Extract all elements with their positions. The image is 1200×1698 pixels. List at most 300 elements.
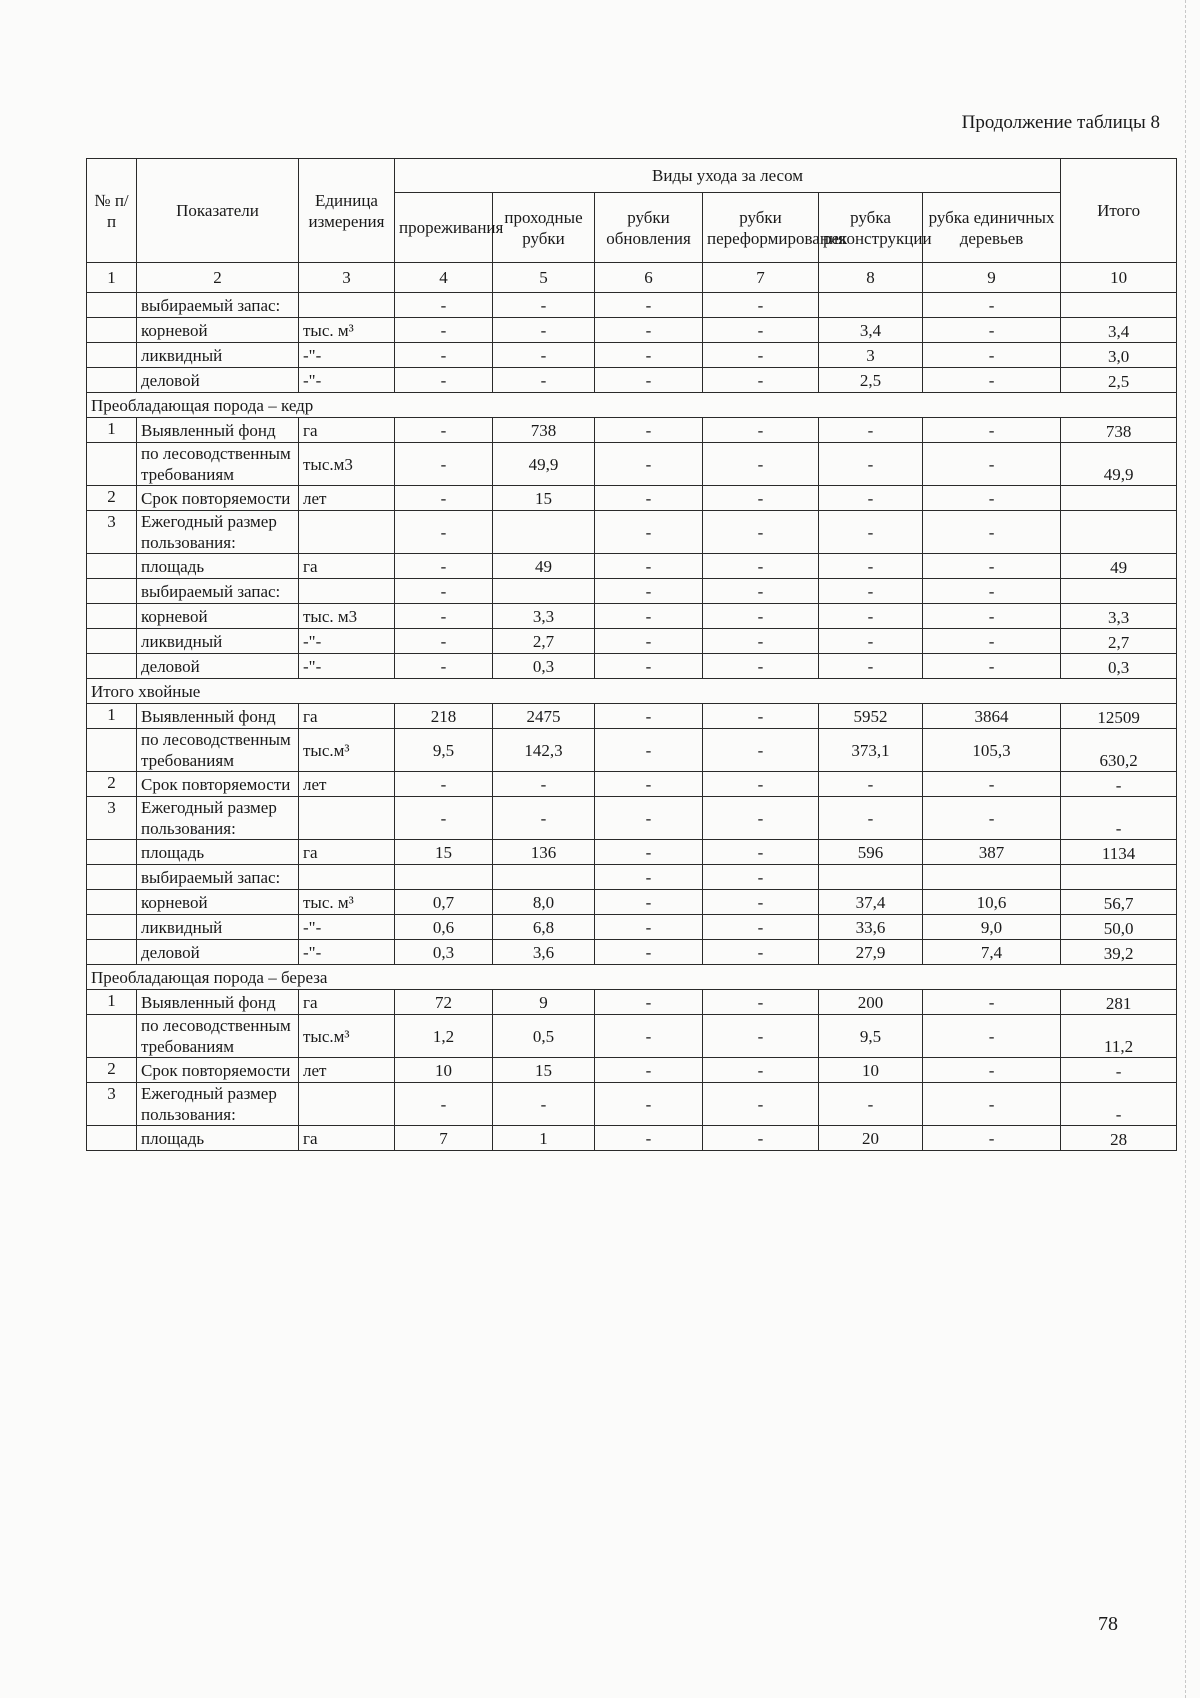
table-row xyxy=(87,704,1177,729)
cell-row-number: 2 xyxy=(87,772,137,797)
cell-unit xyxy=(299,865,395,890)
cell-single-tree-felling: - xyxy=(923,629,1061,654)
cell-reformation-felling: - xyxy=(703,486,819,511)
cell-passage-felling xyxy=(493,511,595,554)
table-header xyxy=(87,159,1177,293)
table-row xyxy=(87,915,1177,940)
cell-row-number xyxy=(87,318,137,343)
table-row xyxy=(87,772,1177,797)
col-number: 3 xyxy=(299,263,395,293)
table-row xyxy=(87,368,1177,393)
cell-passage-felling: 2,7 xyxy=(493,629,595,654)
cell-indicator: Срок повторяемости xyxy=(137,1058,299,1083)
cell-row-number xyxy=(87,579,137,604)
cell-passage-felling: 1 xyxy=(493,1126,595,1151)
cell-unit xyxy=(299,797,395,840)
cell-row-number xyxy=(87,368,137,393)
cell-thinning: - xyxy=(395,797,493,840)
cell-renewal-felling: - xyxy=(595,772,703,797)
cell-single-tree-felling: - xyxy=(923,990,1061,1015)
cell-indicator: деловой xyxy=(137,940,299,965)
cell-unit: тыс. м3 xyxy=(299,604,395,629)
cell-row-number xyxy=(87,729,137,772)
cell-single-tree-felling: - xyxy=(923,443,1061,486)
cell-row-number: 3 xyxy=(87,797,137,840)
table-row xyxy=(87,318,1177,343)
cell-row-number: 1 xyxy=(87,990,137,1015)
cell-passage-felling: - xyxy=(493,318,595,343)
cell-total: 56,7 xyxy=(1061,890,1177,915)
col-number: 10 xyxy=(1061,263,1177,293)
cell-renewal-felling: - xyxy=(595,368,703,393)
cell-indicator: по лесоводственным требованиям xyxy=(137,729,299,772)
cell-reformation-felling: - xyxy=(703,579,819,604)
cell-unit: -"- xyxy=(299,915,395,940)
cell-single-tree-felling: 10,6 xyxy=(923,890,1061,915)
table-row xyxy=(87,1058,1177,1083)
cell-indicator: ликвидный xyxy=(137,343,299,368)
cell-reformation-felling: - xyxy=(703,343,819,368)
cell-row-number xyxy=(87,443,137,486)
cell-unit xyxy=(299,1083,395,1126)
cell-thinning: - xyxy=(395,293,493,318)
cell-row-number xyxy=(87,940,137,965)
cell-reformation-felling: - xyxy=(703,443,819,486)
table-row xyxy=(87,486,1177,511)
table-row xyxy=(87,729,1177,772)
cell-passage-felling: 0,5 xyxy=(493,1015,595,1058)
col-number: 7 xyxy=(703,263,819,293)
cell-reformation-felling: - xyxy=(703,554,819,579)
cell-unit: га xyxy=(299,840,395,865)
cell-single-tree-felling: - xyxy=(923,293,1061,318)
cell-thinning: - xyxy=(395,368,493,393)
cell-unit: га xyxy=(299,554,395,579)
cell-reformation-felling: - xyxy=(703,604,819,629)
cell-passage-felling: - xyxy=(493,1083,595,1126)
cell-passage-felling: 6,8 xyxy=(493,915,595,940)
cell-passage-felling: - xyxy=(493,293,595,318)
cell-renewal-felling: - xyxy=(595,865,703,890)
table-row xyxy=(87,604,1177,629)
cell-row-number: 3 xyxy=(87,1083,137,1126)
cell-renewal-felling: - xyxy=(595,629,703,654)
cell-indicator: Выявленный фонд xyxy=(137,704,299,729)
cell-renewal-felling: - xyxy=(595,418,703,443)
cell-thinning: 218 xyxy=(395,704,493,729)
cell-reconstruction-felling xyxy=(819,293,923,318)
cell-single-tree-felling: - xyxy=(923,368,1061,393)
cell-unit: тыс.м3 xyxy=(299,443,395,486)
cell-thinning: - xyxy=(395,1083,493,1126)
col-number: 4 xyxy=(395,263,493,293)
cell-single-tree-felling: 3864 xyxy=(923,704,1061,729)
cell-row-number xyxy=(87,1015,137,1058)
cell-indicator: по лесоводственным требованиям xyxy=(137,443,299,486)
cell-single-tree-felling: - xyxy=(923,797,1061,840)
table-row xyxy=(87,654,1177,679)
cell-single-tree-felling: - xyxy=(923,554,1061,579)
cell-renewal-felling: - xyxy=(595,915,703,940)
col-header-indicator: Показатели xyxy=(137,159,299,263)
cell-unit: лет xyxy=(299,772,395,797)
col-number: 5 xyxy=(493,263,595,293)
cell-total: 738 xyxy=(1061,418,1177,443)
cell-thinning xyxy=(395,865,493,890)
table-row xyxy=(87,443,1177,486)
cell-indicator: корневой xyxy=(137,318,299,343)
cell-renewal-felling: - xyxy=(595,654,703,679)
cell-reformation-felling: - xyxy=(703,772,819,797)
cell-reconstruction-felling: - xyxy=(819,604,923,629)
table-row xyxy=(87,865,1177,890)
cell-indicator: деловой xyxy=(137,654,299,679)
cell-reconstruction-felling: 9,5 xyxy=(819,1015,923,1058)
cell-reformation-felling: - xyxy=(703,318,819,343)
cell-reformation-felling: - xyxy=(703,418,819,443)
cell-total xyxy=(1061,865,1177,890)
cell-thinning: - xyxy=(395,772,493,797)
col-header-reconstruction-felling: рубка реконструкции xyxy=(819,193,923,263)
cell-unit: га xyxy=(299,704,395,729)
cell-reconstruction-felling: - xyxy=(819,797,923,840)
cell-thinning: 1,2 xyxy=(395,1015,493,1058)
cell-reconstruction-felling: 37,4 xyxy=(819,890,923,915)
cell-unit: тыс. м³ xyxy=(299,318,395,343)
cell-reformation-felling: - xyxy=(703,865,819,890)
cell-unit: -"- xyxy=(299,343,395,368)
table-row xyxy=(87,890,1177,915)
cell-total: 630,2 xyxy=(1061,729,1177,772)
cell-reconstruction-felling xyxy=(819,865,923,890)
cell-row-number xyxy=(87,840,137,865)
cell-thinning: - xyxy=(395,343,493,368)
cell-row-number xyxy=(87,629,137,654)
cell-row-number xyxy=(87,865,137,890)
col-number: 2 xyxy=(137,263,299,293)
cell-indicator: Срок повторяемости xyxy=(137,772,299,797)
cell-total: 11,2 xyxy=(1061,1015,1177,1058)
cell-renewal-felling: - xyxy=(595,293,703,318)
cell-passage-felling: - xyxy=(493,343,595,368)
cell-reconstruction-felling: - xyxy=(819,486,923,511)
cell-reconstruction-felling: 596 xyxy=(819,840,923,865)
cell-reformation-felling: - xyxy=(703,1083,819,1126)
section-row xyxy=(87,679,1177,704)
cell-renewal-felling: - xyxy=(595,343,703,368)
table-row xyxy=(87,990,1177,1015)
cell-single-tree-felling: - xyxy=(923,1083,1061,1126)
cell-reconstruction-felling: 3 xyxy=(819,343,923,368)
cell-total: 3,0 xyxy=(1061,343,1177,368)
cell-total: 2,7 xyxy=(1061,629,1177,654)
cell-reconstruction-felling: 5952 xyxy=(819,704,923,729)
cell-total xyxy=(1061,486,1177,511)
cell-unit: тыс.м³ xyxy=(299,1015,395,1058)
cell-passage-felling: 3,6 xyxy=(493,940,595,965)
table-row xyxy=(87,579,1177,604)
table-row xyxy=(87,554,1177,579)
cell-row-number xyxy=(87,554,137,579)
col-header-renewal-felling: рубки обновления xyxy=(595,193,703,263)
cell-unit: га xyxy=(299,1126,395,1151)
cell-reformation-felling: - xyxy=(703,654,819,679)
table-row xyxy=(87,1126,1177,1151)
col-header-single-tree-felling: рубка единичных деревьев xyxy=(923,193,1061,263)
cell-single-tree-felling: 105,3 xyxy=(923,729,1061,772)
cell-reformation-felling: - xyxy=(703,704,819,729)
cell-indicator: ликвидный xyxy=(137,629,299,654)
cell-renewal-felling: - xyxy=(595,1015,703,1058)
cell-thinning: - xyxy=(395,604,493,629)
cell-indicator: ликвидный xyxy=(137,915,299,940)
cell-renewal-felling: - xyxy=(595,890,703,915)
cell-unit: -"- xyxy=(299,654,395,679)
cell-renewal-felling: - xyxy=(595,797,703,840)
cell-reformation-felling: - xyxy=(703,368,819,393)
col-number: 9 xyxy=(923,263,1061,293)
cell-reformation-felling: - xyxy=(703,890,819,915)
cell-reformation-felling: - xyxy=(703,1058,819,1083)
table-row xyxy=(87,343,1177,368)
col-header-passage-felling: проходные рубки xyxy=(493,193,595,263)
cell-unit: лет xyxy=(299,1058,395,1083)
table-row xyxy=(87,511,1177,554)
section-row xyxy=(87,393,1177,418)
cell-passage-felling: 3,3 xyxy=(493,604,595,629)
cell-single-tree-felling xyxy=(923,865,1061,890)
col-header-total: Итого xyxy=(1061,159,1177,263)
cell-reconstruction-felling: - xyxy=(819,443,923,486)
cell-passage-felling: 738 xyxy=(493,418,595,443)
cell-single-tree-felling: - xyxy=(923,1058,1061,1083)
cell-total xyxy=(1061,511,1177,554)
cell-reconstruction-felling: 2,5 xyxy=(819,368,923,393)
cell-row-number: 2 xyxy=(87,486,137,511)
cell-row-number xyxy=(87,293,137,318)
cell-passage-felling: 0,3 xyxy=(493,654,595,679)
cell-reconstruction-felling: - xyxy=(819,554,923,579)
section-title: Итого хвойные xyxy=(87,679,1177,704)
cell-reconstruction-felling: 27,9 xyxy=(819,940,923,965)
cell-indicator: деловой xyxy=(137,368,299,393)
cell-renewal-felling: - xyxy=(595,940,703,965)
cell-unit: тыс.м³ xyxy=(299,729,395,772)
cell-passage-felling: - xyxy=(493,772,595,797)
cell-single-tree-felling: 9,0 xyxy=(923,915,1061,940)
cell-total: 28 xyxy=(1061,1126,1177,1151)
cell-passage-felling: - xyxy=(493,797,595,840)
cell-indicator: выбираемый запас: xyxy=(137,293,299,318)
cell-indicator: корневой xyxy=(137,890,299,915)
cell-reconstruction-felling: - xyxy=(819,629,923,654)
cell-reconstruction-felling: 20 xyxy=(819,1126,923,1151)
cell-total xyxy=(1061,293,1177,318)
cell-unit xyxy=(299,579,395,604)
cell-single-tree-felling: 387 xyxy=(923,840,1061,865)
cell-indicator: Ежегодный размер пользования: xyxy=(137,511,299,554)
cell-passage-felling: 15 xyxy=(493,486,595,511)
col-number: 8 xyxy=(819,263,923,293)
cell-total: - xyxy=(1061,797,1177,840)
cell-row-number: 2 xyxy=(87,1058,137,1083)
cell-single-tree-felling: - xyxy=(923,604,1061,629)
cell-single-tree-felling: - xyxy=(923,486,1061,511)
cell-passage-felling: 49 xyxy=(493,554,595,579)
cell-indicator: площадь xyxy=(137,840,299,865)
table-body xyxy=(87,293,1177,1151)
cell-total: - xyxy=(1061,772,1177,797)
cell-reconstruction-felling: - xyxy=(819,511,923,554)
table-row xyxy=(87,418,1177,443)
cell-thinning: - xyxy=(395,554,493,579)
cell-thinning: - xyxy=(395,654,493,679)
forest-care-table xyxy=(86,158,1177,1151)
cell-thinning: - xyxy=(395,443,493,486)
cell-reconstruction-felling: - xyxy=(819,654,923,679)
cell-row-number: 3 xyxy=(87,511,137,554)
cell-row-number: 1 xyxy=(87,704,137,729)
cell-reformation-felling: - xyxy=(703,990,819,1015)
cell-reformation-felling: - xyxy=(703,293,819,318)
cell-thinning: 9,5 xyxy=(395,729,493,772)
cell-single-tree-felling: - xyxy=(923,318,1061,343)
cell-unit: -"- xyxy=(299,940,395,965)
cell-total: 281 xyxy=(1061,990,1177,1015)
cell-reconstruction-felling: 10 xyxy=(819,1058,923,1083)
table-row xyxy=(87,940,1177,965)
table-row xyxy=(87,1015,1177,1058)
cell-reconstruction-felling: 3,4 xyxy=(819,318,923,343)
cell-thinning: - xyxy=(395,629,493,654)
cell-single-tree-felling: - xyxy=(923,343,1061,368)
col-header-num: № п/п xyxy=(87,159,137,263)
cell-renewal-felling: - xyxy=(595,511,703,554)
cell-total: - xyxy=(1061,1058,1177,1083)
cell-indicator: Выявленный фонд xyxy=(137,990,299,1015)
cell-total: - xyxy=(1061,1083,1177,1126)
cell-total: 12509 xyxy=(1061,704,1177,729)
cell-indicator: выбираемый запас: xyxy=(137,865,299,890)
cell-reconstruction-felling: 373,1 xyxy=(819,729,923,772)
cell-single-tree-felling: - xyxy=(923,511,1061,554)
cell-total xyxy=(1061,579,1177,604)
cell-renewal-felling: - xyxy=(595,554,703,579)
cell-renewal-felling: - xyxy=(595,1058,703,1083)
cell-reconstruction-felling: 33,6 xyxy=(819,915,923,940)
cell-reformation-felling: - xyxy=(703,1015,819,1058)
cell-total: 1134 xyxy=(1061,840,1177,865)
cell-indicator: Срок повторяемости xyxy=(137,486,299,511)
cell-passage-felling xyxy=(493,865,595,890)
cell-renewal-felling: - xyxy=(595,1083,703,1126)
cell-total: 49,9 xyxy=(1061,443,1177,486)
cell-thinning: - xyxy=(395,318,493,343)
cell-unit xyxy=(299,293,395,318)
cell-row-number xyxy=(87,1126,137,1151)
cell-reconstruction-felling: - xyxy=(819,1083,923,1126)
cell-passage-felling: 49,9 xyxy=(493,443,595,486)
col-header-unit: Единица измерения xyxy=(299,159,395,263)
cell-renewal-felling: - xyxy=(595,443,703,486)
cell-indicator: Ежегодный размер пользования: xyxy=(137,797,299,840)
cell-thinning: 0,6 xyxy=(395,915,493,940)
col-group-header: Виды ухода за лесом xyxy=(395,159,1061,193)
cell-row-number: 1 xyxy=(87,418,137,443)
table-row xyxy=(87,840,1177,865)
cell-total: 49 xyxy=(1061,554,1177,579)
cell-unit: га xyxy=(299,990,395,1015)
cell-reformation-felling: - xyxy=(703,511,819,554)
cell-row-number xyxy=(87,604,137,629)
cell-total: 2,5 xyxy=(1061,368,1177,393)
cell-reformation-felling: - xyxy=(703,1126,819,1151)
cell-indicator: Ежегодный размер пользования: xyxy=(137,1083,299,1126)
cell-renewal-felling: - xyxy=(595,604,703,629)
cell-thinning: 7 xyxy=(395,1126,493,1151)
cell-single-tree-felling: 7,4 xyxy=(923,940,1061,965)
col-number: 1 xyxy=(87,263,137,293)
table-row xyxy=(87,797,1177,840)
cell-passage-felling: - xyxy=(493,368,595,393)
cell-indicator: по лесоводственным требованиям xyxy=(137,1015,299,1058)
cell-passage-felling: 142,3 xyxy=(493,729,595,772)
cell-single-tree-felling: - xyxy=(923,772,1061,797)
col-header-thinning: прореживания xyxy=(395,193,493,263)
cell-reformation-felling: - xyxy=(703,915,819,940)
cell-row-number xyxy=(87,915,137,940)
cell-passage-felling: 15 xyxy=(493,1058,595,1083)
cell-indicator: Выявленный фонд xyxy=(137,418,299,443)
cell-reformation-felling: - xyxy=(703,629,819,654)
cell-passage-felling: 136 xyxy=(493,840,595,865)
cell-single-tree-felling: - xyxy=(923,579,1061,604)
cell-unit xyxy=(299,511,395,554)
cell-thinning: - xyxy=(395,579,493,604)
cell-total: 0,3 xyxy=(1061,654,1177,679)
cell-thinning: 0,3 xyxy=(395,940,493,965)
cell-reformation-felling: - xyxy=(703,729,819,772)
cell-single-tree-felling: - xyxy=(923,1015,1061,1058)
cell-renewal-felling: - xyxy=(595,579,703,604)
cell-renewal-felling: - xyxy=(595,1126,703,1151)
cell-single-tree-felling: - xyxy=(923,654,1061,679)
cell-renewal-felling: - xyxy=(595,318,703,343)
cell-thinning: 10 xyxy=(395,1058,493,1083)
cell-row-number xyxy=(87,343,137,368)
cell-unit: -"- xyxy=(299,368,395,393)
cell-reconstruction-felling: - xyxy=(819,772,923,797)
cell-unit: -"- xyxy=(299,629,395,654)
cell-reformation-felling: - xyxy=(703,840,819,865)
cell-thinning: - xyxy=(395,511,493,554)
cell-unit: лет xyxy=(299,486,395,511)
cell-reconstruction-felling: - xyxy=(819,579,923,604)
table-row xyxy=(87,1083,1177,1126)
section-row xyxy=(87,965,1177,990)
cell-total: 3,4 xyxy=(1061,318,1177,343)
cell-indicator: корневой xyxy=(137,604,299,629)
cell-total: 39,2 xyxy=(1061,940,1177,965)
cell-row-number xyxy=(87,654,137,679)
col-number: 6 xyxy=(595,263,703,293)
cell-thinning: 0,7 xyxy=(395,890,493,915)
cell-total: 3,3 xyxy=(1061,604,1177,629)
cell-indicator: выбираемый запас: xyxy=(137,579,299,604)
col-header-reformation-felling: рубки переформирования xyxy=(703,193,819,263)
cell-unit: тыс. м³ xyxy=(299,890,395,915)
cell-reconstruction-felling: 200 xyxy=(819,990,923,1015)
